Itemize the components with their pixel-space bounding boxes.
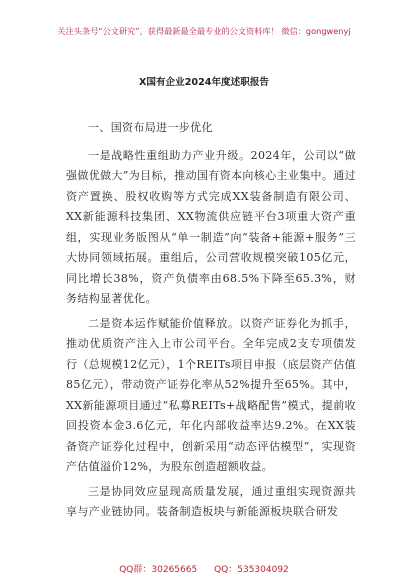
paragraph-3: 三是协同效应显现高质量发展，通过重组实现资源共享与产业链协同。装备制造板块与新能源板块联合研发: [66, 484, 356, 518]
footer-qq-group: QQ群：30265665: [119, 565, 198, 575]
paragraph-2: 二是资本运作赋能价值释放。以资产证券化为抓手，推动优质资产注入上市公司平台。全年完成2支专项债发行（总规模12亿元），1个REITs项目申报（底层资产估值85亿元），带动资产证券化率从52%提升至65%。其中，XX新能源项目通过“私募REITs+战略配售”模式，提前收回投资本金3.6亿元，年化内部收益率达9.2%。在XX装备资产证券化过程中，创新采用“动态评估模型”，实现资产估值溢价12%，为股东创造超额收益。: [66, 316, 356, 473]
paragraph-1: 一是战略性重组助力产业升级。2024年，公司以“做强做优做大”为目标，推动国有资本向核心主业集中。通过资产置换、股权收购等方式完成XX装备制造有限公司、XX新能源科技集团、XX物流供应链平台3项重大资产重组，实现业务版图从“单一制造”向“装备+能源+服务”三大协同领域拓展。重组后，公司营收规模突破105亿元，同比增长38%，资产负债率由68.5%下降至65.3%，财务结构显著优化。: [66, 148, 356, 305]
footer-contact: [0, 562, 408, 575]
section-heading: 一、国资布局进一步优化: [88, 121, 213, 134]
footer-qq: QQ：535304092: [214, 565, 289, 575]
document-body: [66, 118, 356, 527]
document-title: X国有企业2024年度述职报告: [138, 77, 270, 88]
header-banner: 关注头条号“公文研究”，获得最新最全最专业的公文资料库！ 微信：gongwenyj: [57, 26, 351, 36]
